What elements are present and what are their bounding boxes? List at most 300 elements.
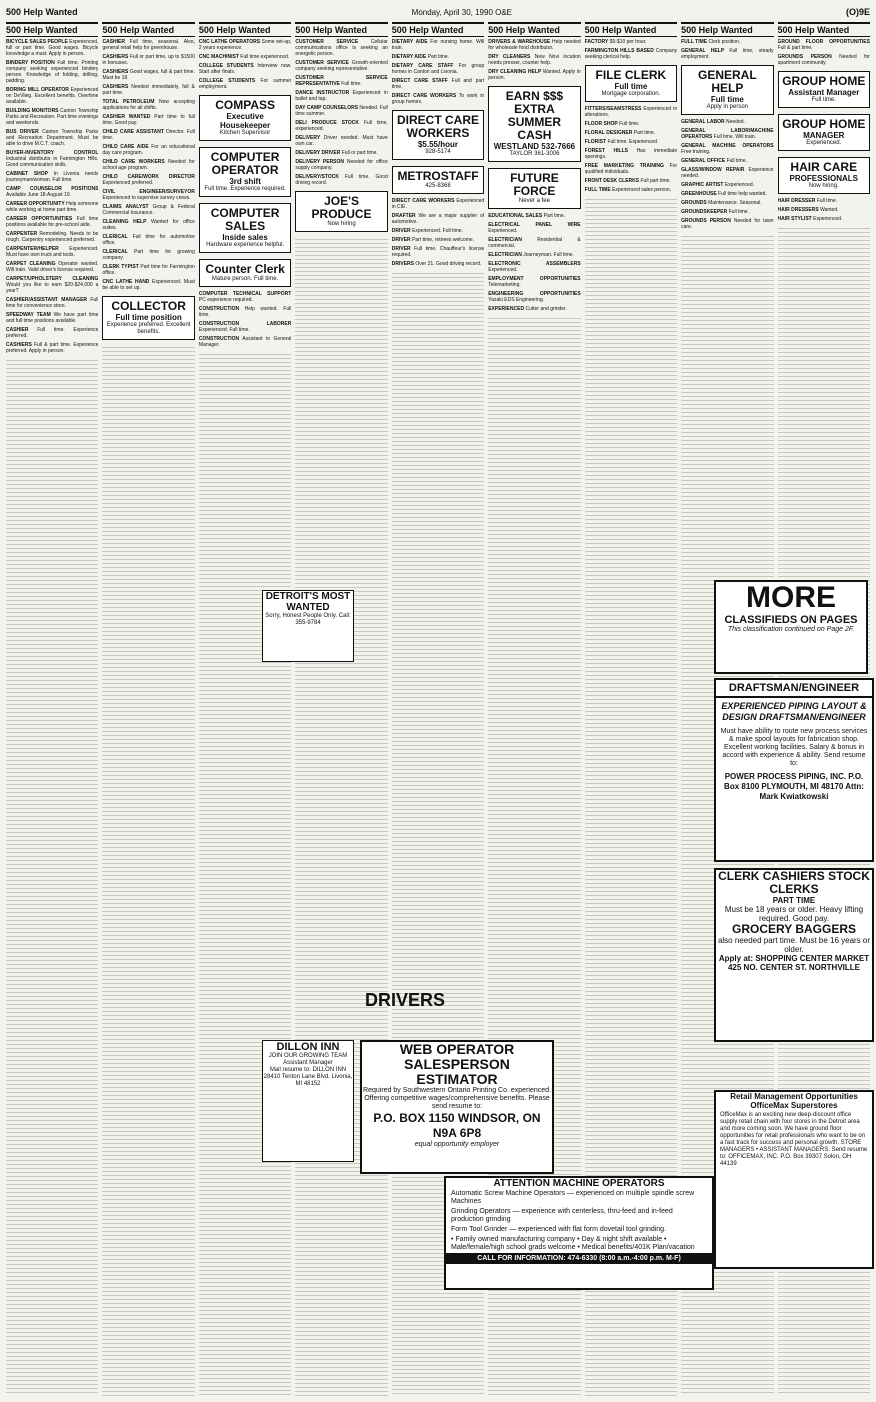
classified-ad: [488, 54, 580, 66]
ad-body: Full time.: [728, 209, 749, 215]
ad-title: DIRECT CARE STAFF: [391, 78, 448, 84]
ad-title: GROUNDSKEEPER: [681, 209, 728, 215]
classified-ad: [585, 163, 677, 175]
ad-title: FITTERS/SEAMSTRESS: [584, 106, 642, 112]
classified-ad: [585, 39, 677, 45]
classified-ad: [6, 276, 98, 294]
clerk-requirements: Must be 18 years or older. Heavy lifting required. Good pay.: [724, 905, 864, 923]
classified-ad: [681, 128, 773, 140]
classified-ad: [585, 106, 677, 118]
display-ad-title: METROSTAFF: [397, 169, 479, 183]
ad-body: For an educational day care program.: [102, 144, 195, 156]
ad-body: Full time.: [816, 198, 838, 204]
classified-ad: [199, 54, 291, 60]
ad-body: Experienced in CIE.: [391, 198, 485, 210]
ad-body: Part time.: [633, 130, 656, 136]
display-ad: [199, 203, 291, 253]
ad-body: Yazaki EDS Engineering.: [488, 297, 544, 303]
ad-title: DELIVERY PERSON: [295, 159, 345, 165]
display-ad-subtitle: WESTLAND 532-7666: [493, 142, 576, 151]
ad-body: Director. Full time.: [102, 129, 195, 141]
ad-body: Full time. Experienced.: [607, 139, 659, 145]
ad-body: Wanted.: [820, 207, 839, 213]
ad-body: PC experience required.: [198, 297, 253, 303]
ad-title: EXPERIENCED: [488, 306, 525, 312]
classified-ad: [102, 279, 194, 291]
display-ad-subtitle: PROFESSIONALS: [789, 174, 858, 183]
ad-body: Needed for apartment community.: [777, 54, 870, 66]
ad-title: FLOOR SHOP: [584, 121, 618, 127]
ad-title: FACTORY: [584, 39, 609, 45]
classified-ad: [295, 135, 387, 147]
ad-title: FRONT DESK CLERKS: [584, 178, 640, 184]
ad-body: Experienced. Must be able to set up.: [102, 279, 195, 291]
ad-title: COMPUTER TECHNICAL SUPPORT: [198, 291, 292, 297]
ad-title: CIVIL ENGINEER/SURVEYOR: [102, 189, 195, 195]
ad-body: Available June 18-August 10.: [6, 192, 71, 198]
clerk-part-time: PART TIME: [772, 896, 816, 905]
ad-title: GRAPHIC ARTIST: [681, 182, 724, 188]
ad-column: [199, 22, 291, 1396]
ad-body: Experienced. Must have own truck and tools.: [6, 246, 99, 258]
display-ad-body: Apply in person: [706, 104, 748, 110]
display-ad-body: Full time. Experience required.: [204, 186, 286, 192]
classified-ad: [102, 249, 194, 261]
ad-body: Part time.: [543, 213, 565, 219]
baggers-title: GROCERY BAGGERS: [731, 922, 857, 936]
ad-body: Full time positions available for pre-school aide.: [6, 216, 99, 228]
ad-column: [102, 22, 194, 1396]
ad-body: Experienced. Full time.: [412, 228, 463, 234]
ad-body: Operator wanted. Will train. Valid driver's license required.: [6, 261, 99, 273]
column-header: 500 Help Wanted: [295, 22, 387, 37]
classified-ad: [6, 312, 98, 324]
column-header: 500 Help Wanted: [199, 22, 291, 37]
display-ad-body: Now hiring.: [808, 183, 839, 189]
ad-body: For summer employment.: [198, 78, 292, 90]
classified-ad: [585, 178, 677, 184]
display-ad: [488, 86, 580, 162]
classified-ad: [585, 187, 677, 193]
ad-body: Full time, experienced.: [295, 120, 388, 132]
column-text-filler: [6, 357, 98, 1396]
ad-title: GENERAL LABOR: [681, 119, 725, 125]
ad-title: FULL TIME: [681, 39, 708, 45]
display-ad-body: 928-5174: [425, 149, 451, 155]
classified-ad: [681, 143, 773, 155]
machine-operators-ad: [444, 1176, 714, 1290]
ad-title: CUSTOMER SERVICE: [295, 39, 359, 45]
classified-ad: [295, 105, 387, 117]
ad-title: CNC LATHE HAND: [102, 279, 150, 285]
classified-ad: [6, 39, 98, 57]
clerk-cashiers-ad: [714, 868, 874, 1042]
column-header: 500 Help Wanted: [488, 22, 580, 37]
ad-body: Needed immediately, full & part time.: [102, 84, 195, 96]
ad-body: Telemarketing.: [488, 282, 521, 288]
display-ad-subtitle: Executive Housekeeper: [219, 112, 271, 130]
ad-title: FOREST HILLS: [584, 148, 628, 154]
web-body: Required by Southwestern Ontario Printing Co. experienced. Offering competitive wages/comprehensive benefits. Please send resume to:: [363, 1087, 551, 1110]
classified-ad: [585, 121, 677, 127]
display-ad-body: Mature person. Full time.: [211, 276, 279, 282]
ad-body: New Novi location needs presser, counter help.: [488, 54, 581, 66]
classified-ad: [778, 207, 870, 213]
ad-title: GENERAL HELP: [681, 48, 725, 54]
ad-body: Assistant to General Manager.: [198, 336, 292, 348]
classified-ad: [778, 198, 870, 204]
classified-ad: [585, 48, 677, 60]
display-ad-subtitle: 3rd shift: [229, 177, 261, 186]
ad-body: Experienced, full or part time. Good wages. Bicycle knowledge a must. Apply in person.: [6, 39, 99, 57]
classified-ad: [295, 90, 387, 102]
section-label: 500 Help Wanted: [6, 7, 78, 17]
ad-body: Residential & commercial.: [488, 237, 581, 249]
display-ad: [199, 147, 291, 197]
ad-body: Some set-up, 2 years experience.: [198, 39, 292, 51]
detroit-title: DETROIT'S MOST WANTED: [265, 591, 351, 613]
ad-body: Growth-oriented company seeking representative.: [295, 60, 388, 72]
ad-title: DRIVERS & WAREHOUSE: [488, 39, 551, 45]
classified-ad: [6, 297, 98, 309]
ad-body: Full time for automotive office.: [102, 234, 195, 246]
column-header: 500 Help Wanted: [681, 22, 773, 37]
classified-ad: [199, 291, 291, 303]
display-ad-subtitle: $5.55/hour: [417, 140, 458, 149]
classified-ad: [102, 54, 194, 66]
ad-body: Help needed for wholesale food distributor.: [488, 39, 581, 51]
classified-ad: [102, 114, 194, 126]
drivers-title: DRIVERS: [364, 990, 445, 1010]
ad-body: Full time. Good driving record.: [295, 174, 388, 186]
ad-title: CARPENTER: [6, 231, 38, 237]
ad-body: Needed. Full time summer.: [295, 105, 388, 117]
ad-body: In Livonia needs journeyman/woman. Full time.: [6, 171, 99, 183]
ad-column: [295, 22, 387, 1396]
ad-title: ELECTRONIC ASSEMBLERS: [488, 261, 581, 267]
drivers-ad: [360, 990, 450, 1030]
classified-ad: [681, 167, 773, 179]
ad-body: Needed for office supply company.: [295, 159, 388, 171]
classified-ad: [6, 216, 98, 228]
ad-body: Full time, steady employment.: [681, 48, 774, 60]
ad-title: FLORIST: [584, 139, 607, 145]
ad-title: GROUNDS PERSON: [681, 218, 731, 224]
display-ad: [199, 95, 291, 141]
ad-title: DIETARY AIDE: [391, 54, 427, 60]
ad-body: Full time, seasonal. Also, general retail help for greenhouse.: [102, 39, 195, 51]
officemax-ad: [714, 1090, 874, 1269]
classified-ad: [392, 54, 484, 60]
classified-ad: [199, 39, 291, 51]
ad-title: DELIVERY/STOCK: [295, 174, 339, 180]
display-ad-subtitle: Inside sales: [222, 233, 268, 242]
ad-title: HAIR DRESSER: [777, 198, 816, 204]
classified-ad: [392, 78, 484, 90]
ad-title: GREENHOUSE: [681, 191, 717, 197]
ad-body: Remodeling. Needs to be rough. Carpentry experienced preferred.: [6, 231, 99, 243]
classified-ad: [6, 87, 98, 105]
ad-body: Experienced to supervise survey crews.: [102, 195, 191, 201]
ad-title: COLLEGE STUDENTS: [198, 63, 254, 69]
ad-title: BINDERY POSITION: [6, 60, 55, 66]
ad-title: DRY CLEANERS: [488, 54, 531, 60]
display-ad-title: COMPUTER SALES: [210, 206, 280, 233]
classified-ad: [392, 93, 484, 105]
ad-body: Full time.: [619, 121, 640, 127]
ad-title: HAIR STYLIST: [777, 216, 812, 222]
display-ad: [778, 157, 870, 194]
display-ad-subtitle: Full time position: [115, 313, 182, 322]
ad-title: ELECTRICAL PANEL WIRE: [488, 222, 581, 228]
ad-title: CASHIERS: [6, 342, 32, 348]
ad-body: Needed.: [726, 119, 745, 125]
ad-title: DANCE INSTRUCTOR: [295, 90, 350, 96]
ad-body: Group & Federal Commercial Insurance.: [102, 204, 195, 216]
ad-body: Experienced in alterations.: [584, 106, 678, 118]
classified-ad: [102, 234, 194, 246]
classified-ad: [488, 237, 580, 249]
ad-title: FULL TIME: [584, 187, 611, 193]
column-header: 500 Help Wanted: [585, 22, 677, 37]
ad-title: GENERAL LABOR/MACHINE OPERATORS: [681, 128, 774, 140]
classified-ad: [488, 39, 580, 51]
ad-body: Would you like to earn $20-$24,000 a year?: [6, 282, 99, 294]
ad-body: Full time help wanted.: [718, 191, 767, 197]
display-ad-title: Counter Clerk: [205, 262, 285, 276]
display-ad-body: Hardware experience helpful.: [206, 242, 285, 248]
ad-title: CNC LATHE OPERATORS: [198, 39, 261, 45]
ad-body: Full time.: [341, 81, 362, 87]
column-header: 500 Help Wanted: [392, 22, 484, 37]
ad-title: DELIVERY DRIVER: [295, 150, 341, 156]
ad-title: CLERK TYPIST: [102, 264, 139, 270]
baggers-requirements: also needed part time. Must be 16 years or older.: [717, 936, 871, 954]
joes-produce-ad: [295, 191, 387, 232]
display-ad-body: Experience preferred. Excellent benefits.: [106, 322, 191, 335]
ad-title: CONSTRUCTION: [198, 306, 240, 312]
classified-ad: [102, 144, 194, 156]
ad-title: GROUNDS: [681, 200, 707, 206]
ad-title: CUSTOMER SERVICE REPRESENTATIVE: [295, 75, 388, 87]
ad-body: Has immediate openings.: [584, 148, 678, 160]
ad-title: CARPENTER/HELPER: [6, 246, 59, 252]
ad-title: FLORAL DESIGNER: [584, 130, 633, 136]
classified-ad: [392, 261, 484, 267]
ad-body: Experienced. Full time.: [198, 327, 250, 333]
machine-footer: CALL FOR INFORMATION: 474-6330 (8:00 a.m.-4:00 p.m. M-F): [446, 1253, 712, 1264]
classified-ad: [6, 201, 98, 213]
classified-ad: [778, 39, 870, 51]
ad-title: CONSTRUCTION LABORER: [198, 321, 292, 327]
classified-ad: [488, 222, 580, 234]
ad-body: Interview now. Start after finals.: [198, 63, 292, 75]
ad-body: Experienced preferred.: [102, 180, 154, 186]
dillon-inn-ad: [262, 1040, 354, 1162]
display-ad-title: EARN $$$ EXTRA SUMMER CASH: [505, 89, 564, 142]
retail-body: OfficeMax is an exciting new deep-discount office supply retail chain with four stores in the Detroit area and more coming soon. We have ground floor opportunities for retail professionals who want to be on a fast track for success and personal growth. STORE MANAGERS • ASSISTANT MANAGERS. Send resume to: OFFICEMAX, INC. P.O. Box 39307 Solon, OH 44139: [720, 1112, 868, 1167]
ad-body: Full and part time.: [391, 78, 485, 90]
display-ad-body: TAYLOR 361-3006: [509, 151, 560, 157]
ad-body: Full time. Experience preferred.: [6, 327, 99, 339]
dillon-line-1: JOIN OUR GROWING TEAM: [268, 1053, 348, 1059]
ad-title: CAREER OPPORTUNITIES: [6, 216, 73, 222]
ad-title: CLAIMS ANALYST: [102, 204, 149, 210]
counter-clerk-ad: [199, 259, 291, 287]
ad-title: DRIVER: [391, 237, 411, 243]
ad-title: CHILD CARE WORKERS: [102, 159, 165, 165]
more-note: This classification continued on Page 2F.: [727, 626, 855, 633]
machine-line-2: Grinding Operators — experience with centerless, thru-feed and in-feed production grinding: [451, 1208, 673, 1223]
draft-address: POWER PROCESS PIPING, INC. P.O. Box 8100 PLYMOUTH, MI 48170 Attn: Mark Kwiatkowski: [724, 772, 864, 801]
ad-title: DIETARY AIDE: [391, 39, 428, 45]
ad-title: DAY CAMP COUNSELORS: [295, 105, 359, 111]
column-header: 500 Help Wanted: [6, 22, 98, 37]
ad-title: DELIVERY: [295, 135, 321, 141]
ad-body: Journeyman. Full time.: [523, 252, 574, 258]
classified-ad: [681, 119, 773, 125]
clerk-apply: Apply at: SHOPPING CENTER MARKET 425 NO. CENTER ST. NORTHVILLE: [718, 954, 870, 972]
ad-body: Experienced.: [488, 267, 518, 273]
ad-body: Cellular communications office is seeking an energetic person.: [295, 39, 388, 57]
display-ad-title: DIRECT CARE WORKERS: [396, 113, 479, 140]
classified-ad: [585, 130, 677, 136]
column-header: 500 Help Wanted: [778, 22, 870, 37]
ad-body: Canton Township Parks and Recreation. Part time evenings and weekends.: [6, 108, 99, 126]
classified-ad: [102, 204, 194, 216]
ad-title: CASHIER: [102, 39, 125, 45]
clerk-title: CLERK CASHIERS STOCK CLERKS: [718, 869, 870, 896]
ad-title: BUILDING MONITORS: [6, 108, 59, 114]
classified-ad: [102, 84, 194, 96]
more-subtitle: CLASSIFIEDS ON PAGES: [724, 614, 858, 626]
classified-ad: [6, 129, 98, 147]
web-eoe: equal opportunity employer: [414, 1141, 500, 1148]
ad-body: Company seeking clerical help.: [584, 48, 678, 60]
ad-title: GROUND FLOOR OPPORTUNITIES: [777, 39, 870, 45]
classified-ad: [488, 252, 580, 258]
future-force-ad: [488, 168, 580, 209]
column-text-filler: [199, 351, 291, 1396]
page-header-bar: [6, 4, 870, 20]
ad-body: For group homes in Canton and Livonia.: [391, 63, 485, 75]
column-text-filler: [102, 344, 194, 1396]
display-ad-body: Mortgage corporation.: [601, 91, 661, 97]
display-ad-title: FILE CLERK: [595, 68, 667, 82]
ad-body: Part time.: [427, 54, 450, 60]
ad-title: GENERAL MACHINE OPERATORS: [681, 143, 774, 149]
ad-title: CONSTRUCTION: [198, 336, 240, 342]
column-header: 500 Help Wanted: [102, 22, 194, 37]
dillon-line-3: Mail resume to: DILLON INN 28410 Tenton Lane Blvd. Livonia, MI 48152: [263, 1067, 353, 1087]
ad-title: CASHIERS: [102, 54, 129, 60]
ad-body: Full time experienced.: [240, 54, 290, 60]
retail-title: Retail Management Opportunities OfficeMax Superstores: [730, 1092, 858, 1110]
ad-body: Full & part time. Experience preferred. Apply in person.: [6, 342, 99, 354]
ad-body: Wanted for office suites.: [102, 219, 195, 231]
classified-ad: [199, 306, 291, 318]
ad-title: CNC MACHINIST: [198, 54, 239, 60]
web-title: WEB OPERATOR SALESPERSON ESTIMATOR: [399, 1041, 515, 1087]
ad-body: Part time to full time. Good pay.: [102, 114, 195, 126]
ad-title: DRAFTER: [391, 213, 416, 219]
classified-ad: [488, 261, 580, 273]
classified-ad: [102, 264, 194, 276]
classified-ad: [6, 231, 98, 243]
ad-title: CHILD CARE/WORK DIRECTOR: [102, 174, 195, 180]
ad-body: Maintenance. Seasonal.: [708, 200, 762, 206]
ad-body: Full time for convenience store.: [6, 297, 99, 309]
classified-ad: [681, 158, 773, 164]
ad-body: Part time for Farmington office.: [102, 264, 195, 276]
classified-ad: [102, 219, 194, 231]
ad-title: DELI PRODUCE STOCK: [295, 120, 359, 126]
classified-ad: [488, 291, 580, 303]
draft-headline: EXPERIENCED PIPING LAYOUT & DESIGN DRAFTSMAN/ENGINEER: [721, 701, 867, 722]
more-title: MORE: [746, 581, 836, 614]
machine-line-1: Automatic Screw Machine Operators — experienced on multiple spindle screw Machines: [451, 1190, 695, 1205]
ad-title: DRY CLEANING HELP: [488, 69, 542, 75]
display-ad-title: JOE'S PRODUCE: [311, 194, 372, 221]
display-ad: [681, 65, 773, 115]
classified-ad: [295, 75, 387, 87]
ad-title: HAIR DRESSERS: [777, 207, 819, 213]
display-ad-title: COMPUTER OPERATOR: [210, 150, 280, 177]
display-ad-title: GROUP HOME: [782, 117, 866, 131]
display-ad: [102, 296, 194, 340]
ad-title: DRIVER: [391, 246, 411, 252]
classified-ad: [681, 218, 773, 230]
ad-title: CASHIER WANTED: [102, 114, 151, 120]
ad-body: Canton Township Parks and Recreation Department. Must be able to drive M.C.T. coach.: [6, 129, 99, 147]
classified-ad: [295, 39, 387, 57]
ad-title: CUSTOMER SERVICE: [295, 60, 349, 66]
ad-title: CHILD CARE AIDE: [102, 144, 149, 150]
ad-body: We are a major supplier of automotive.: [391, 213, 485, 225]
classified-ad: [102, 189, 194, 201]
draftsman-engineer-ad: [714, 678, 874, 862]
display-ad-subtitle: Full time: [710, 95, 744, 104]
display-ad-subtitle: MANAGER: [803, 131, 845, 140]
ad-title: FREE MARKETING TRAINING: [584, 163, 664, 169]
column-text-filler: [295, 236, 387, 1396]
ad-body: Wanted. Apply in person.: [488, 69, 581, 81]
ad-body: For nursing home. Will train.: [391, 39, 485, 51]
ad-title: ELECTRICIAN: [488, 252, 522, 258]
ad-body: Over 21. Good driving record.: [415, 261, 482, 267]
ad-body: Experienced.: [724, 182, 755, 188]
ad-body: Clerk position.: [708, 39, 741, 45]
ad-body: Help wanted. Full time.: [198, 306, 292, 318]
ad-body: Full or part time.: [341, 150, 378, 156]
ad-body: $5-$10 per hour.: [609, 39, 647, 45]
classified-ad: [6, 261, 98, 273]
display-ad: [778, 114, 870, 151]
ad-title: CLERICAL: [102, 234, 128, 240]
ad-title: CASHIER: [6, 327, 29, 333]
ad-body: Free training.: [681, 149, 711, 155]
ad-title: CABINET SHOP: [6, 171, 48, 177]
classified-ad: [585, 139, 677, 145]
display-ad-body: 425-8368: [425, 183, 451, 189]
machine-line-4: • Family owned manufacturing company • Day & night shift available • Male/female/high school grads welcome • Medical benefits/401K Plan/vacation: [451, 1236, 695, 1251]
ad-title: GROUNDS PERSON: [777, 54, 832, 60]
classified-ad: [392, 246, 484, 258]
classified-ad: [6, 171, 98, 183]
classified-ad: [102, 159, 194, 171]
ad-title: DIRECT CARE WORKERS: [391, 198, 455, 204]
ad-body: Experience needed.: [681, 167, 774, 179]
